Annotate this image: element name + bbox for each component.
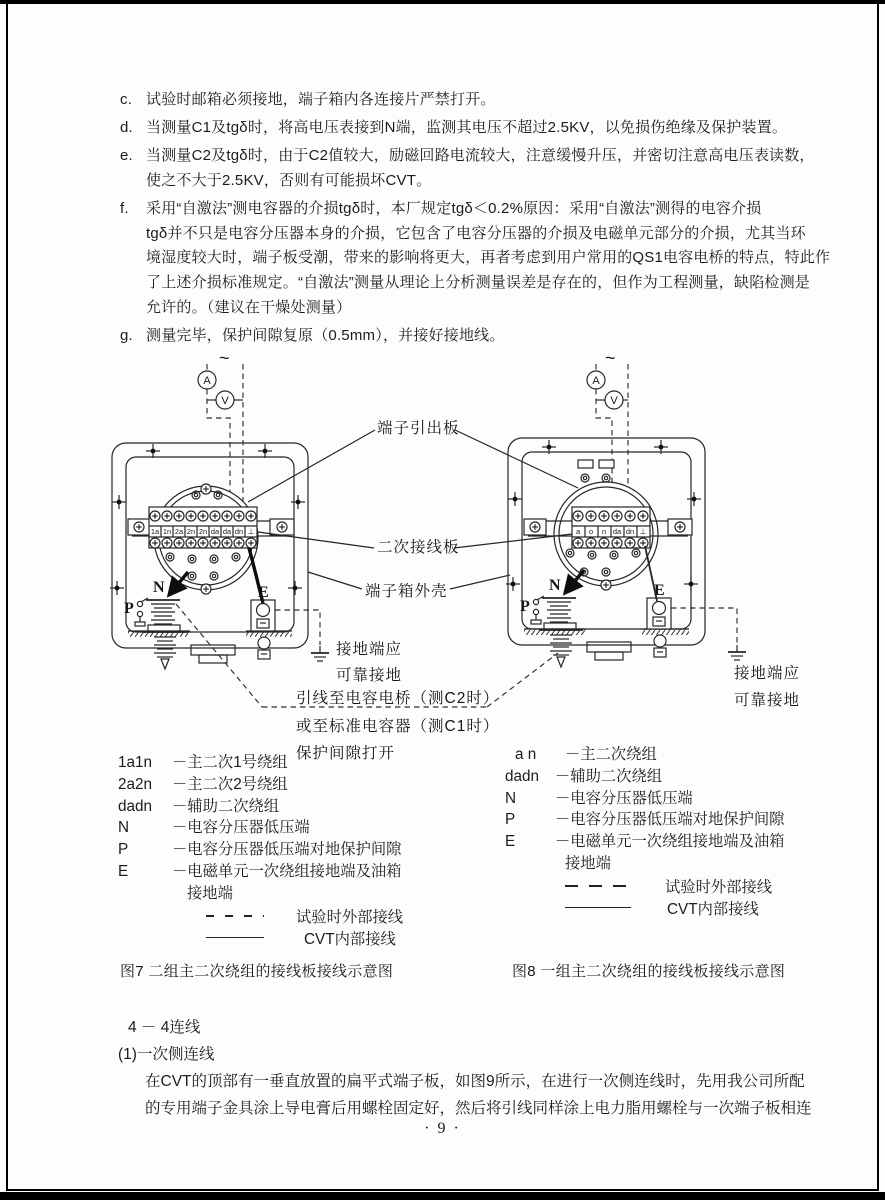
note-item-f [120, 197, 860, 320]
right-ground-note-2: 可靠接地 [734, 692, 801, 709]
legend-right [505, 744, 784, 919]
legend-desc: －辅助二次绕组 [555, 767, 663, 785]
left-p-gap [135, 598, 148, 626]
lead-note-2: 或至标准电容器（测C1时） [296, 718, 500, 735]
terminal-cell-label: o [588, 527, 594, 536]
callout-lead-plate: 端子引出板 [377, 420, 460, 437]
legend-key: P [505, 811, 516, 829]
legend-desc: 接地端 [565, 854, 611, 872]
left-ammeter-label: A [203, 375, 211, 387]
note-label: g. [120, 326, 133, 344]
dashed-line-sample [206, 915, 264, 917]
note-item-c [120, 88, 860, 113]
section-title: 4 － 4连线 [128, 1019, 201, 1036]
legend-row [505, 766, 784, 788]
left-e-label: E [258, 584, 269, 601]
note-text: tgδ并不只是电容分压器本身的介损，它包含了电容分压器的介损及电磁单元部分的介损，尤其当环 [146, 224, 806, 242]
right-ground-note-1: 接地端应 [734, 665, 801, 682]
right-e-label: E [654, 582, 665, 599]
terminal-cell-label: a [575, 527, 581, 536]
left-diagram [110, 348, 402, 684]
legend-row [505, 788, 784, 810]
terminal-cell-label: 1n [162, 527, 172, 536]
notes-list [120, 88, 860, 352]
legend-solid-line-row [206, 927, 403, 949]
terminal-cell-label: 2n [198, 527, 208, 536]
section-paragraph-line1: 在CVT的顶部有一垂直放置的扁平式端子板，如图9所示，在进行一次侧连线时，先用我公司所配 [145, 1073, 805, 1090]
solid-line-sample [565, 907, 631, 908]
solid-line-sample [206, 937, 264, 938]
right-ammeter-label: A [592, 375, 600, 387]
note-label: c. [120, 91, 133, 108]
legend-row [118, 883, 403, 905]
legend-row [505, 853, 784, 875]
legend-dashed-line-row [206, 905, 403, 927]
left-n-label: N [153, 579, 165, 596]
legend-key: E [118, 862, 129, 880]
note-label: d. [120, 119, 133, 137]
legend-desc: 接地端 [187, 884, 233, 902]
note-text: 试验时邮箱必须接地，端子箱内各连接片严禁打开。 [146, 91, 496, 108]
left-ground-note-1: 接地端应 [336, 641, 403, 658]
left-wire-to-e [249, 548, 263, 603]
callout-box-shell: 端子箱外壳 [365, 583, 448, 600]
legend-desc: －电磁单元一次绕组接地端及油箱 [555, 833, 785, 851]
note-text: 境湿度较大时，端子板受潮，带来的影响将更大，再者考虑到用户常用的QS1电容电桥的特点，特此作 [146, 249, 831, 267]
legend-key [118, 883, 172, 905]
figure7-caption: 图7 二组主二次绕组的接线板接线示意图 [120, 963, 394, 980]
note-text: 采用“自激法”测电容器的介损tgδ时，本厂规定tgδ＜0.2%原因：采用“自激法”测得的电容介损 [146, 200, 762, 218]
page-bottom-edge [0, 1192, 885, 1200]
right-terminal-block [572, 507, 650, 548]
legend-desc: －电容分压器低压端对地保护间隙 [555, 811, 785, 829]
legend-desc: －主二次2号绕组 [172, 775, 288, 793]
legend-key: 2a2n [118, 775, 153, 793]
legend-desc: －电容分压器低压端对地保护间隙 [172, 841, 402, 859]
right-diagram [506, 348, 800, 709]
note-text: 测量完毕，保护间隙复原（0.5mm），并接好接地线。 [146, 326, 505, 344]
left-voltmeter-label: V [221, 395, 229, 407]
section-subtitle: (1)一次侧连线 [118, 1046, 215, 1063]
right-p-label: P [520, 598, 530, 615]
legend-key: dadn [505, 767, 540, 785]
legend-key: N [505, 789, 517, 807]
terminal-cell-label: 1a [150, 527, 160, 536]
legend-key [505, 853, 555, 875]
terminal-cell-label: n [601, 527, 607, 536]
legend-dashed-label: 试验时外部接线 [665, 878, 773, 896]
right-ground-icon [728, 645, 746, 660]
terminal-cell-label: da [210, 527, 220, 536]
right-ac-source-symbol: ~ [605, 348, 616, 368]
note-item-d [120, 116, 860, 141]
terminal-cell-label: dn [625, 527, 635, 536]
legend-row [118, 752, 403, 774]
legend-desc: －辅助二次绕组 [172, 797, 280, 815]
section-paragraph-line2: 的专用端子金具涂上导电膏后用螺栓固定好，然后将引线同样涂上电力脂用螺栓与一次端子板相连 [145, 1100, 812, 1117]
left-terminal-block [149, 507, 257, 548]
legend-key: a n [515, 746, 537, 763]
lead-note-3: 保护间隙打开 [296, 745, 396, 762]
terminal-cell-label: da [612, 527, 622, 536]
left-e-terminal [251, 600, 275, 659]
legend-row [118, 774, 403, 796]
legend-row [118, 817, 403, 839]
legend-desc: －电容分压器低压端 [555, 789, 693, 807]
dashed-line-sample [565, 885, 631, 887]
legend-solid-label: CVT内部接线 [304, 930, 396, 948]
note-text: 了上述介损标准规定。“自激法”测量从理论上分析测量误差是存在的，但作为工程测量，缺陷检测是 [146, 273, 810, 291]
legend-row [505, 809, 784, 831]
legend-row [118, 839, 403, 861]
legend-row [505, 831, 784, 853]
terminal-cell-label: dn [234, 527, 244, 536]
legend-solid-line-row [565, 897, 784, 919]
left-ground-icon [311, 646, 329, 661]
terminal-box-wiring-figure [0, 345, 885, 765]
legend-dashed-line-row [565, 875, 784, 897]
lead-note-1: 引线至电容电桥（测C2时） [296, 690, 500, 707]
terminal-cell-label: ⊥ [639, 527, 647, 536]
note-label: f. [120, 200, 129, 218]
terminal-cell-label: 2a [174, 527, 184, 536]
legend-desc: －主二次绕组 [565, 746, 657, 763]
left-ac-source-symbol: ~ [219, 348, 230, 368]
terminal-cell-label: ⊥ [247, 527, 255, 536]
terminal-cell-label: da [222, 527, 232, 536]
legend-solid-label: CVT内部接线 [667, 900, 759, 918]
left-p-label: P [124, 600, 134, 617]
note-item-e [120, 144, 860, 193]
legend-key: 1a1n [118, 754, 153, 771]
right-n-label: N [549, 577, 561, 594]
page-number: · 9 · [424, 1120, 461, 1137]
note-text: 当测量C2及tgδ时，由于C2值较大，励磁回路电流较大，注意缓慢升压，并密切注意高电压表读数， [146, 147, 815, 165]
legend-left [118, 752, 403, 949]
left-ground-note-2: 可靠接地 [336, 667, 403, 684]
figure-callouts [176, 419, 578, 762]
legend-key: N [118, 819, 130, 837]
terminal-cell-label: 2n [186, 527, 196, 536]
note-text: 当测量C1及tgδ时，将高电压表接到N端，监测其电压不超过2.5KV，以免损伤绝缘及保护装置。 [146, 119, 788, 137]
legend-key: dadn [118, 797, 153, 815]
right-p-gap [531, 596, 544, 624]
note-text: 允许的。（建议在干燥处测量） [146, 298, 352, 316]
right-e-terminal [647, 598, 671, 657]
right-voltmeter-label: V [610, 395, 618, 407]
legend-key: P [118, 841, 129, 859]
note-text: 使之不大于2.5KV，否则有可能损坏CVT。 [146, 171, 432, 189]
legend-key: E [505, 833, 516, 851]
legend-desc: －主二次1号绕组 [172, 754, 288, 771]
legend-desc: －电磁单元一次绕组接地端及油箱 [172, 862, 402, 880]
legend-dashed-label: 试验时外部接线 [296, 908, 404, 926]
legend-desc: －电容分压器低压端 [172, 819, 310, 837]
note-label: e. [120, 147, 133, 165]
legend-row [118, 796, 403, 818]
callout-secondary-board: 二次接线板 [377, 539, 460, 556]
legend-row [505, 744, 784, 766]
figure8-caption: 图8 一组主二次绕组的接线板接线示意图 [512, 963, 786, 980]
legend-row [118, 861, 403, 883]
